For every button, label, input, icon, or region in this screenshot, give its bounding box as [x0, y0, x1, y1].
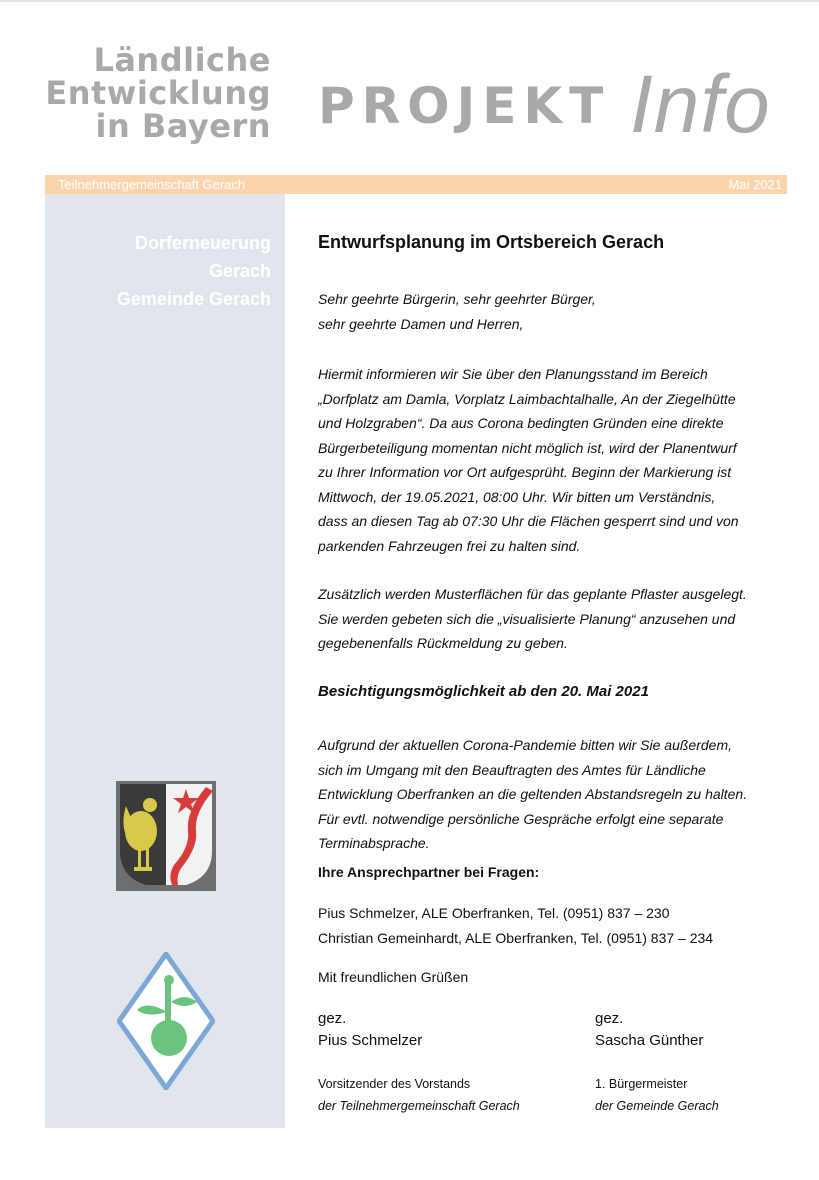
signature-1-gez: gez. — [318, 1010, 347, 1027]
para3-line-1: Aufgrund der aktuellen Corona-Pandemie bitten wir Sie außerdem, — [318, 737, 733, 753]
sidebar-line-2: Gerach — [208, 261, 271, 281]
para1-line-1: Hiermit informieren wir Sie über den Planungsstand im Bereich — [318, 366, 708, 382]
greeting — [318, 287, 778, 336]
para3-line-5: Terminabsprache. — [318, 835, 430, 851]
signature-2-role-block — [595, 1073, 719, 1117]
signature-2-role: 1. Bürgermeister — [595, 1077, 688, 1091]
bar-date-label: Mai 2021 — [728, 177, 782, 192]
para3-line-4: Für evtl. notwendige persönliche Gespräche erfolgt eine separate — [318, 810, 724, 827]
projekt-title: PROJEKT — [318, 77, 611, 135]
signature-1-name: Pius Schmelzer — [318, 1032, 423, 1049]
signature-2-gez: gez. — [595, 1010, 624, 1027]
wordmark-line-2: Entwicklung — [45, 74, 271, 112]
sidebar-title — [117, 229, 271, 313]
para1-line-4: Bürgerbeteiligung momentan nicht möglich ist, wird der Planentwurf — [318, 439, 737, 456]
signature-1-role-block — [318, 1073, 520, 1117]
contact-2: Christian Gemeinhardt, ALE Oberfranken, Tel. (0951) 837 – 234 — [318, 929, 714, 946]
gerach-coat-of-arms-icon — [116, 781, 216, 891]
para1-line-7: dass an diesen Tag ab 07:30 Uhr die Flächen gesperrt sind und von — [318, 513, 739, 529]
sidebar-line-1: Dorferneuerung — [134, 233, 271, 253]
wordmark-line-1: Ländliche — [93, 41, 271, 79]
paragraph-2 — [318, 582, 778, 656]
para1-line-8: parkenden Fahrzeugen frei zu halten sind. — [318, 537, 581, 554]
letter-title: Entwurfsplanung im Ortsbereich Gerach — [318, 232, 665, 252]
signature-1 — [318, 1008, 422, 1052]
subheading: Besichtigungsmöglichkeit ab den 20. Mai 2021 — [318, 683, 649, 700]
signature-1-role: Vorsitzender des Vorstands — [318, 1077, 471, 1091]
para2-line-3: gegebenenfalls Rückmeldung zu geben. — [318, 635, 568, 651]
para1-line-3: und Holzgraben“. Da aus Corona bedingten Gründen eine direkte — [318, 415, 724, 431]
contact-1: Pius Schmelzer, ALE Oberfranken, Tel. (0951) 837 – 230 — [318, 905, 670, 921]
signature-1-org: der Teilnehmergemeinschaft Gerach — [318, 1099, 520, 1113]
top-rule — [0, 0, 819, 2]
greeting-line-2: sehr geehrte Damen und Herren, — [318, 315, 524, 332]
wordmark-line-3: in Bayern — [95, 107, 271, 145]
bar-org-label: Teilnehmergemeinschaft Gerach — [58, 177, 246, 192]
para1-line-6: Mittwoch, der 19.05.2021, 08:00 Uhr. Wir bitten um Verständnis, — [318, 488, 716, 505]
para2-line-2: Sie werden gebeten sich die „visualisierte Planung“ anzusehen und — [318, 610, 736, 627]
info-title: Info — [630, 59, 771, 150]
signature-2-org: der Gemeinde Gerach — [595, 1099, 719, 1113]
paragraph-3 — [318, 733, 778, 856]
sidebar-line-3: Gemeinde Gerach — [116, 289, 271, 309]
paragraph-1 — [318, 362, 778, 558]
ale-logo-icon — [117, 952, 215, 1090]
closing: Mit freundlichen Grüßen — [318, 969, 469, 985]
greeting-line-1: Sehr geehrte Bürgerin, sehr geehrter Bürger, — [318, 291, 596, 307]
para1-line-2: „Dorfplatz am Damla, Vorplatz Laimbachtalhalle, An der Ziegelhütte — [318, 390, 736, 407]
para2-line-1: Zusätzlich werden Musterflächen für das geplante Pflaster ausgelegt. — [318, 586, 747, 602]
signature-2-name: Sascha Günther — [595, 1032, 704, 1049]
para3-line-2: sich im Umgang mit den Beauftragten des Amtes für Ländliche — [318, 761, 706, 778]
para1-line-5: zu Ihrer Information vor Ort aufgesprüht. Beginn der Markierung ist — [318, 464, 732, 480]
para3-line-3: Entwicklung Oberfranken an die geltenden Abstandsregeln zu halten. — [318, 786, 748, 802]
ale-wordmark — [45, 41, 271, 145]
contacts-list — [318, 901, 778, 950]
contacts-heading: Ihre Ansprechpartner bei Fragen: — [318, 864, 540, 880]
signature-2 — [595, 1008, 703, 1052]
